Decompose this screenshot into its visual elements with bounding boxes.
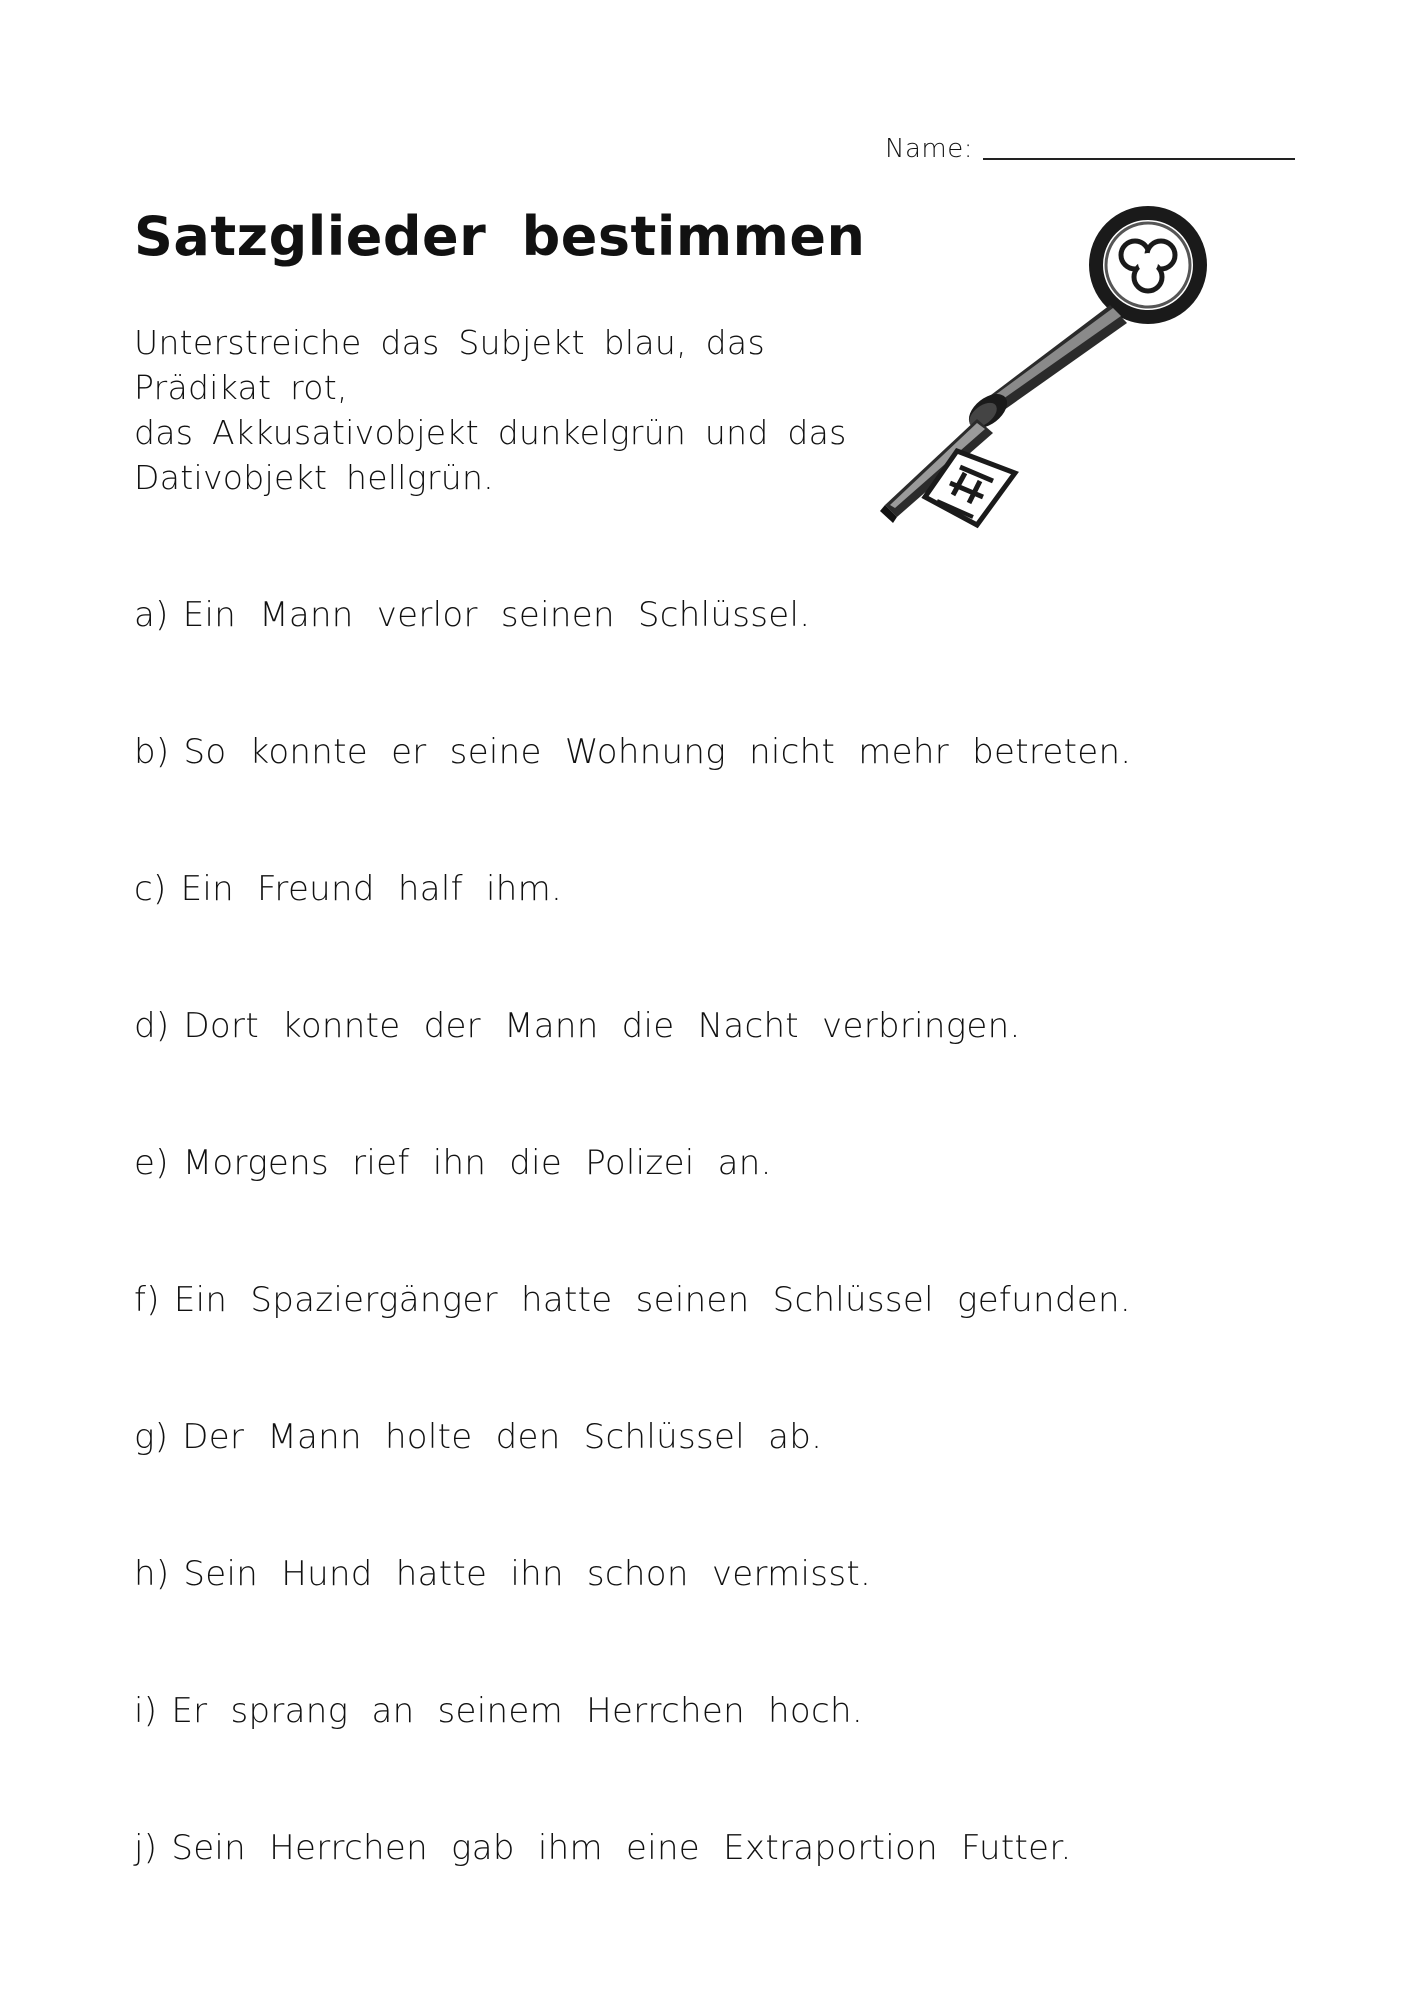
exercise-letter: j) xyxy=(134,1828,158,1868)
key-icon xyxy=(865,205,1225,535)
exercise-item xyxy=(134,1686,1284,1823)
exercise-sentence: Der Mann holte den Schlüssel ab. xyxy=(182,1417,823,1457)
name-row xyxy=(885,134,1295,164)
exercise-sentence: Ein Mann verlor seinen Schlüssel. xyxy=(182,595,811,635)
exercise-sentence: Sein Herrchen gab ihm eine Extraportion Futter. xyxy=(171,1828,1072,1868)
exercise-item xyxy=(134,1138,1284,1275)
exercise-letter: b) xyxy=(134,732,170,772)
exercise-item xyxy=(134,1412,1284,1549)
exercise-sentence: Dort konnte der Mann die Nacht verbringen. xyxy=(183,1006,1021,1046)
exercise-sentence: Ein Freund half ihm. xyxy=(180,869,563,909)
name-label: Name: xyxy=(885,134,973,164)
exercise-sentence: Ein Spaziergänger hatte seinen Schlüssel gefunden. xyxy=(173,1280,1131,1320)
name-line[interactable] xyxy=(983,158,1295,160)
exercise-item xyxy=(134,1823,1284,1960)
exercise-letter: f) xyxy=(134,1280,160,1320)
instructions xyxy=(134,320,847,500)
instruction-line: Dativobjekt hellgrün. xyxy=(134,458,494,497)
exercise-sentence: Er sprang an seinem Herrchen hoch. xyxy=(171,1691,863,1731)
exercise-item xyxy=(134,1275,1284,1412)
exercise-item xyxy=(134,590,1284,727)
exercise-letter: a) xyxy=(134,595,169,635)
exercise-letter: g) xyxy=(134,1417,169,1457)
exercise-letter: h) xyxy=(134,1554,170,1594)
instruction-line: Prädikat rot, xyxy=(134,368,348,407)
exercise-letter: c) xyxy=(134,869,167,909)
instruction-line: das Akkusativobjekt dunkelgrün und das xyxy=(134,413,847,452)
exercise-sentence: So konnte er seine Wohnung nicht mehr betreten. xyxy=(183,732,1132,772)
exercise-item xyxy=(134,1549,1284,1686)
exercise-letter: i) xyxy=(134,1691,158,1731)
exercise-item xyxy=(134,727,1284,864)
page-title: Satzglieder bestimmen xyxy=(134,205,866,268)
exercise-letter: e) xyxy=(134,1143,169,1183)
exercise-letter: d) xyxy=(134,1006,170,1046)
exercise-list xyxy=(134,590,1284,1960)
exercise-sentence: Morgens rief ihn die Polizei an. xyxy=(182,1143,772,1183)
exercise-item xyxy=(134,1001,1284,1138)
instruction-line: Unterstreiche das Subjekt blau, das xyxy=(134,323,765,362)
exercise-item xyxy=(134,864,1284,1001)
exercise-sentence: Sein Hund hatte ihn schon vermisst. xyxy=(183,1554,872,1594)
